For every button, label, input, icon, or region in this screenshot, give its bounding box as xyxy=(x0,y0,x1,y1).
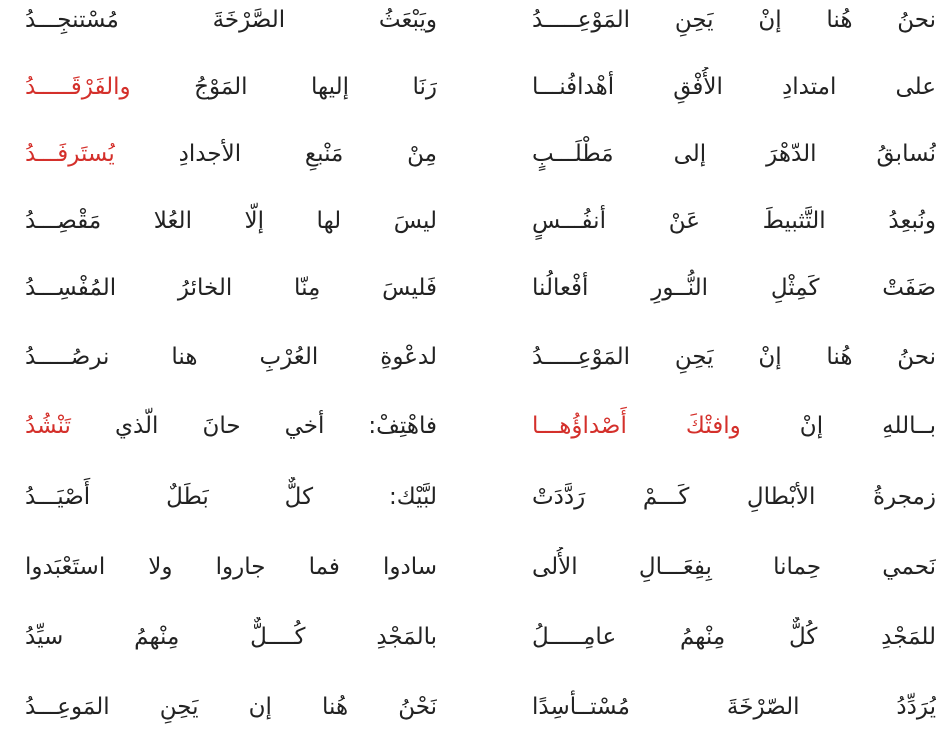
verse-first-hemistich xyxy=(532,337,936,377)
verse-line xyxy=(0,547,952,587)
verse-second-hemistich xyxy=(25,687,437,727)
verse-text: بالمَجْدِ كُــــلٌّ مِنْهمُ سيِّدُ xyxy=(25,624,437,650)
verse-second-hemistich xyxy=(25,201,437,241)
verse-first-hemistich xyxy=(532,268,936,308)
verse-text: مِنْ مَنْبعِ الأجدادِ xyxy=(114,141,437,167)
verse-text: فَليسَ مِنّا الخائرُ المُفْسِـــدُ xyxy=(25,275,437,301)
verse-first-hemistich xyxy=(532,67,936,107)
verse-text: على امتدادِ الأُفْقِ أهْدافُنـــا xyxy=(532,74,936,100)
verse-text: للمَجْدِ كُلٌّ مِنْهمُ عامِـــــلُ xyxy=(532,624,936,650)
verse-text: ونُبعِدُ التَّثبيطَ عَنْ أنفُـــسٍ xyxy=(532,208,936,234)
verse-text: نَحْنُ هُنا إن يَحِنِ المَوعِـــدُ xyxy=(25,694,437,720)
verse-line xyxy=(0,201,952,241)
verse-line xyxy=(0,67,952,107)
verse-line xyxy=(0,134,952,174)
verse-text: لبَّيْك: كلٌّ بَطَلٌ أَصْيَـــدُ xyxy=(25,484,437,510)
verse-second-hemistich xyxy=(25,67,437,107)
verse-second-hemistich xyxy=(25,0,437,40)
verse-text: نُسابقُ الدّهْرَ إلى مَطْلَـــبٍ xyxy=(532,141,936,167)
verse-second-hemistich xyxy=(25,406,437,446)
verse-text: فاهْتِفْ: أخي حانَ الّذي xyxy=(70,413,437,439)
verse-first-hemistich xyxy=(532,687,936,727)
verse-second-hemistich xyxy=(25,547,437,587)
verse-second-hemistich xyxy=(25,477,437,517)
verse-text: لدعْوةِ العُرْبِ هنا نرصُـــــدُ xyxy=(25,344,437,370)
verse-first-hemistich xyxy=(532,201,936,241)
verse-line xyxy=(0,268,952,308)
verse-text: بــاللهِ إنْ xyxy=(740,413,936,439)
verse-line xyxy=(0,617,952,657)
verse-first-hemistich xyxy=(532,134,936,174)
verse-second-hemistich xyxy=(25,134,437,174)
verse-text: رَنَا إليها المَوْجُ xyxy=(130,74,437,100)
verse-text: زمجرةُ الأبْطالِ كَـــمْ رَدَّدَتْ xyxy=(532,484,936,510)
verse-line xyxy=(0,406,952,446)
verse-first-hemistich xyxy=(532,0,936,40)
verse-text: نحنُ هُنا إنْ يَحِنِ المَوْعِـــــدُ xyxy=(532,7,936,33)
verse-first-hemistich xyxy=(532,477,936,517)
verse-second-hemistich xyxy=(25,337,437,377)
highlighted-word: يُستَرفَـــدُ xyxy=(25,141,115,167)
highlighted-word: تَنْشُدُ xyxy=(25,413,71,439)
verse-text: ليسَ لها إلّا العُلا مَقْصِـــدُ xyxy=(25,208,437,234)
verse-first-hemistich xyxy=(532,547,936,587)
verse-first-hemistich xyxy=(532,406,936,446)
verse-text: نحنُ هُنا إنْ يَحِنِ المَوْعِـــــدُ xyxy=(532,344,936,370)
verse-line xyxy=(0,0,952,40)
verse-line xyxy=(0,687,952,727)
verse-line xyxy=(0,337,952,377)
verse-second-hemistich xyxy=(25,268,437,308)
verse-line xyxy=(0,477,952,517)
verse-text: صَفَتْ كَمِثْلِ النُّــورِ أفْعالُنا xyxy=(532,275,936,301)
verse-text: ويَبْعَثُ الصَّرْخَةَ مُسْتنجِـــدُ xyxy=(25,7,437,33)
verse-text: نَحمي حِمانا بِفِعَـــالِ الأُلى xyxy=(532,554,936,580)
verse-text: سادوا فما جاروا ولا استَعْبَدوا xyxy=(25,554,437,580)
verse-second-hemistich xyxy=(25,617,437,657)
highlighted-word: والفَرْقَـــــدُ xyxy=(25,74,131,100)
highlighted-word: وافتْكَ أَصْداؤُهـــا xyxy=(532,413,741,439)
verse-first-hemistich xyxy=(532,617,936,657)
verse-text: يُرَدِّدُ الصّرْخَةَ مُسْتــأسِدًا xyxy=(532,694,936,720)
